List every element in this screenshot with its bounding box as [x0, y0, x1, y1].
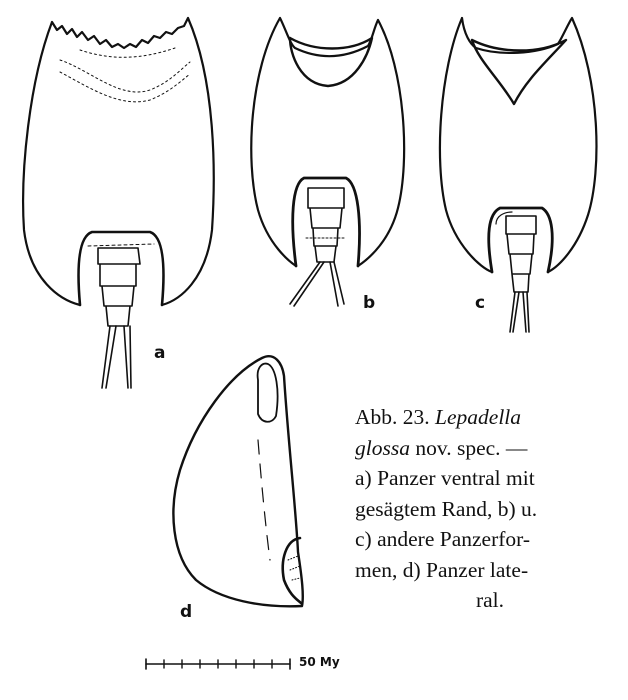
caption-line-3: a) Panzer ventral mit [355, 466, 535, 490]
panel-a-foot-shield-inner [88, 244, 154, 246]
caption-line-1 [355, 402, 625, 433]
scale-bar-label: 50 My [299, 655, 340, 669]
caption-genus: Lepadella [435, 405, 522, 429]
caption-species: glossa [355, 435, 410, 460]
panel-d-head-lobe [258, 364, 278, 422]
panel-d-drawing [173, 356, 302, 606]
caption-line-5: c) andere Panzerfor- [355, 527, 531, 551]
panel-a-dotted-rim [60, 48, 190, 102]
panel-a-foot-shield [79, 232, 164, 305]
panel-c-toes [510, 292, 529, 332]
figure-caption [355, 402, 625, 616]
panel-c-foot-segments [506, 216, 536, 292]
panel-label-a: a [154, 343, 166, 363]
caption-line-6: men, d) Panzer late- [355, 557, 529, 582]
panel-a-toes [102, 326, 131, 388]
panel-b-head-notch [290, 38, 372, 86]
panel-d-foot-notch [283, 538, 302, 604]
panel-b-toes [290, 262, 344, 306]
caption-line-7: ral. [475, 588, 505, 612]
caption-line-2 [355, 433, 625, 464]
panel-a-foot-segments [98, 248, 140, 326]
panel-c-drawing [440, 18, 597, 332]
caption-line-4: gesägtem Rand, b) u. [355, 496, 538, 521]
panel-b-foot-shield [293, 178, 360, 266]
panel-a-carapace-outline [23, 18, 214, 305]
panel-label-b: b [363, 293, 376, 313]
panel-a-drawing [23, 18, 214, 388]
panel-c-foot-shield-inner [496, 212, 512, 224]
panel-label-c: c [475, 293, 486, 313]
scale-bar [146, 659, 290, 669]
panel-b-drawing [251, 18, 404, 306]
panel-d-inner-line [258, 440, 270, 560]
caption-line-2-rest: nov. spec. — [415, 435, 528, 460]
panel-label-d: d [180, 602, 193, 622]
caption-prefix: Abb. 23. [355, 405, 430, 429]
panel-b-foot-segments [308, 188, 344, 262]
